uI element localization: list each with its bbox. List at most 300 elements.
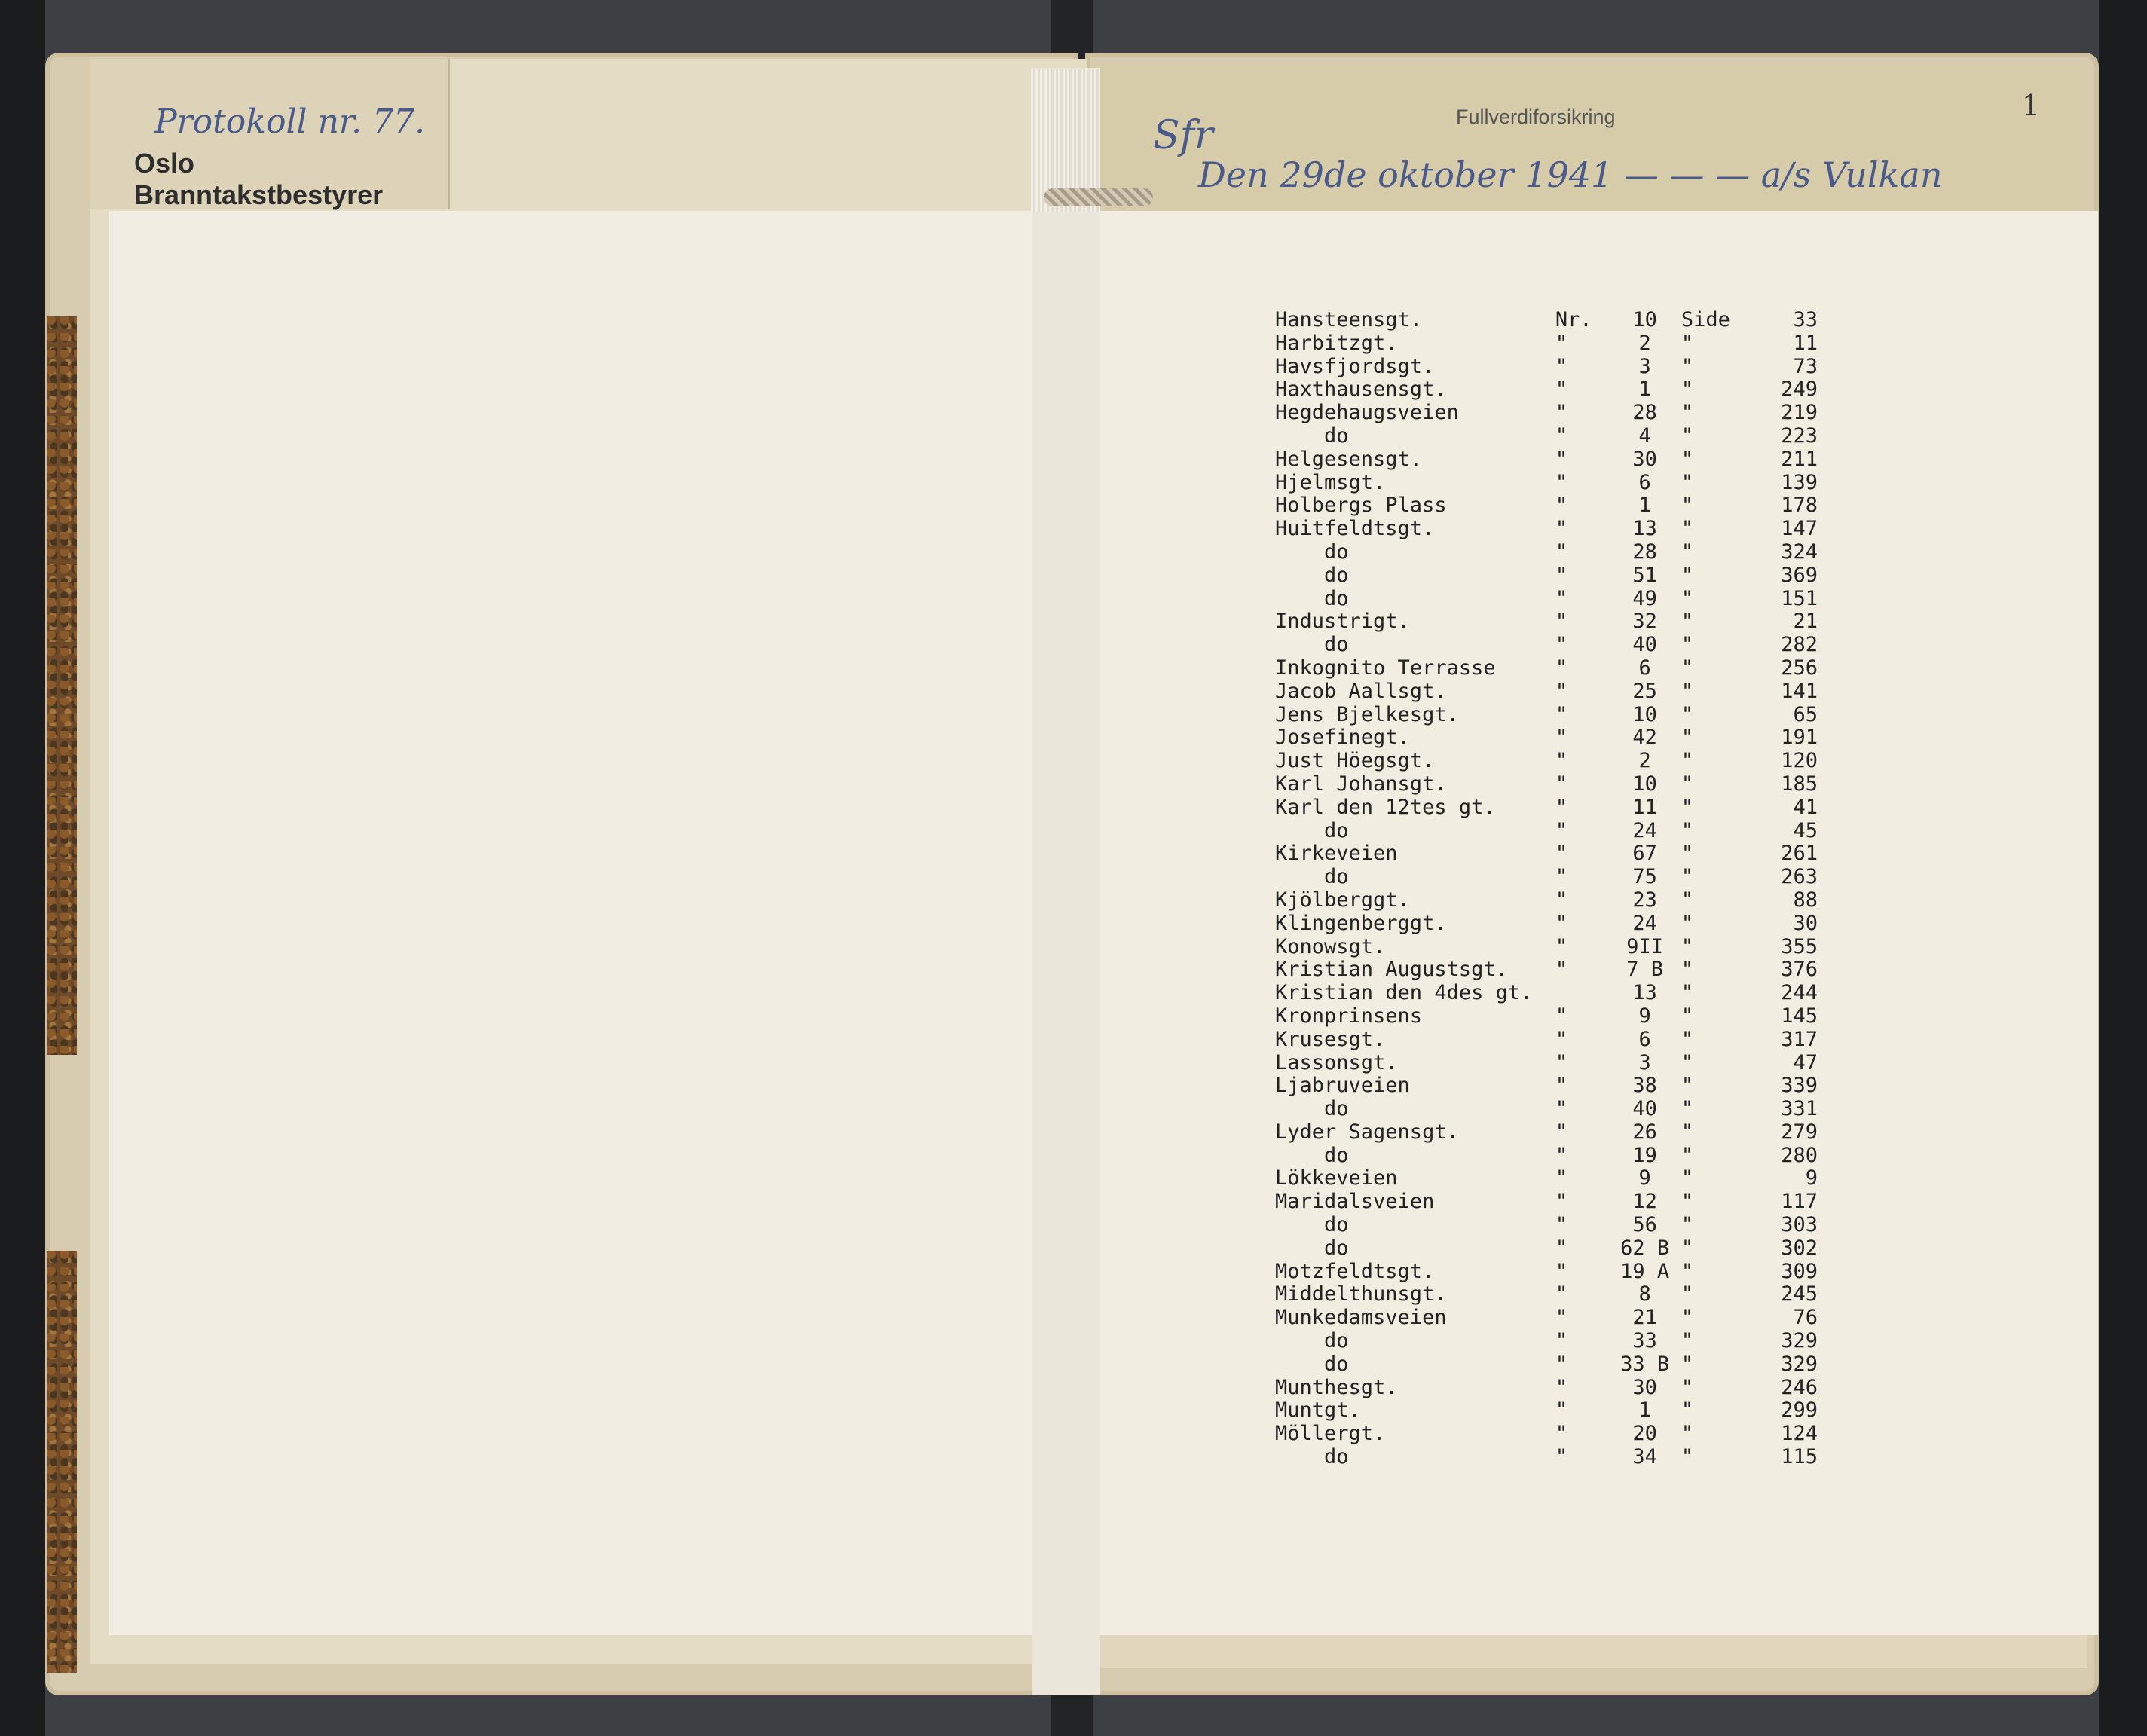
side-cell: ": [1681, 331, 1694, 355]
street-name-cell: Middelthunsgt.: [1275, 1282, 1447, 1307]
table-row: [1275, 541, 1818, 564]
page-cell: 339: [1781, 1074, 1818, 1098]
side-cell: ": [1681, 772, 1694, 796]
nr-cell: ": [1555, 517, 1568, 541]
street-name-cell: Haxthausensgt.: [1275, 377, 1447, 402]
house-number-cell: 3: [1638, 1050, 1651, 1074]
house-number-cell: 9II: [1626, 934, 1664, 958]
street-name-cell: do: [1324, 1352, 1349, 1376]
street-name-cell: Lyder Sagensgt.: [1275, 1120, 1459, 1144]
table-row: [1275, 588, 1818, 611]
street-name-cell: Hegdehaugsveien: [1275, 401, 1459, 425]
page-cell: 317: [1781, 1027, 1818, 1051]
side-cell: ": [1681, 517, 1694, 541]
house-number-cell: 49: [1632, 586, 1657, 610]
table-row: [1275, 1399, 1818, 1423]
table-row: [1275, 1098, 1818, 1121]
page-heading: Fullverdiforsikring: [1456, 105, 1616, 128]
side-cell: ": [1681, 865, 1694, 889]
house-number-cell: 1: [1638, 494, 1651, 518]
page-cell: 261: [1781, 842, 1818, 866]
side-cell: ": [1681, 1074, 1694, 1098]
side-cell: ": [1681, 1282, 1694, 1307]
nr-cell: ": [1555, 377, 1568, 402]
table-row: [1275, 750, 1818, 773]
nr-cell: ": [1555, 1236, 1568, 1260]
table-row: [1275, 1353, 1818, 1377]
side-cell: ": [1681, 656, 1694, 680]
side-cell: ": [1681, 818, 1694, 842]
page-cell: 11: [1793, 331, 1818, 355]
table-row: [1275, 1423, 1818, 1446]
street-name-cell: Josefinegt.: [1275, 726, 1410, 750]
street-name-cell: do: [1324, 1236, 1349, 1260]
side-cell: ": [1681, 1050, 1694, 1074]
table-row: [1275, 726, 1818, 750]
nr-cell: ": [1555, 1259, 1568, 1283]
table-row: [1275, 704, 1818, 727]
page-cell: 191: [1781, 726, 1818, 750]
table-row: [1275, 1446, 1818, 1469]
table-row: [1275, 1283, 1818, 1307]
page-cell: 115: [1781, 1445, 1818, 1469]
table-row: [1275, 472, 1818, 495]
side-cell: ": [1681, 354, 1694, 378]
page-cell: 223: [1781, 423, 1818, 448]
table-row: [1275, 1214, 1818, 1237]
nr-cell: ": [1555, 1004, 1568, 1028]
protocol-number: Protokoll nr. 77.: [154, 102, 426, 141]
street-name-cell: do: [1324, 818, 1349, 842]
street-name-cell: Krusesgt.: [1275, 1027, 1386, 1051]
house-number-cell: 56: [1632, 1213, 1657, 1237]
nr-cell: ": [1555, 1097, 1568, 1121]
nr-cell: ": [1555, 470, 1568, 494]
nr-cell: ": [1555, 865, 1568, 889]
page-cell: 280: [1781, 1143, 1818, 1167]
table-row: [1275, 958, 1818, 982]
street-name-cell: Kristian Augustsgt.: [1275, 958, 1508, 982]
street-name-cell: Karl den 12tes gt.: [1275, 795, 1496, 819]
page-cell: 246: [1781, 1375, 1818, 1399]
street-index-body: [1275, 309, 1818, 1469]
table-row: [1275, 1237, 1818, 1261]
side-cell: ": [1681, 470, 1694, 494]
nr-cell: ": [1555, 1329, 1568, 1353]
table-row: [1275, 378, 1818, 402]
page-cell: 151: [1781, 586, 1818, 610]
table-row: [1275, 402, 1818, 425]
nr-cell: ": [1555, 679, 1568, 703]
house-number-cell: 30: [1632, 1375, 1657, 1399]
nr-cell: ": [1555, 1050, 1568, 1074]
page-cell: 211: [1781, 447, 1818, 471]
side-cell: ": [1681, 1306, 1694, 1330]
house-number-cell: 2: [1638, 331, 1651, 355]
page-cell: 185: [1781, 772, 1818, 796]
table-row: [1275, 1307, 1818, 1330]
side-cell: ": [1681, 1004, 1694, 1028]
nr-cell: ": [1555, 1375, 1568, 1399]
street-name-cell: Havsfjordsgt.: [1275, 354, 1435, 378]
street-name-cell: Karl Johansgt.: [1275, 772, 1447, 796]
page-cell: 73: [1793, 354, 1818, 378]
table-row: [1275, 982, 1818, 1005]
street-name-cell: Munthesgt.: [1275, 1375, 1398, 1399]
page-cell: 47: [1793, 1050, 1818, 1074]
nr-cell: ": [1555, 1143, 1568, 1167]
house-number-cell: 11: [1632, 795, 1657, 819]
street-name-cell: do: [1324, 563, 1349, 587]
house-number-cell: 4: [1638, 423, 1651, 448]
street-name-cell: do: [1324, 633, 1349, 657]
table-row: [1275, 796, 1818, 820]
house-number-cell: 20: [1632, 1422, 1657, 1446]
table-row: [1275, 889, 1818, 912]
table-row: [1275, 1052, 1818, 1075]
street-name-cell: Kjölberggt.: [1275, 888, 1410, 912]
page-cell: 263: [1781, 865, 1818, 889]
house-number-cell: 40: [1632, 1097, 1657, 1121]
page-cell: 21: [1793, 610, 1818, 634]
page-cell: 219: [1781, 401, 1818, 425]
page-cell: 120: [1781, 749, 1818, 773]
page-cell: 41: [1793, 795, 1818, 819]
page-cell: 309: [1781, 1259, 1818, 1283]
street-name-cell: do: [1324, 1213, 1349, 1237]
street-name-cell: Jacob Aallsgt.: [1275, 679, 1447, 703]
street-name-cell: Just Höegsgt.: [1275, 749, 1435, 773]
page-cell: 147: [1781, 517, 1818, 541]
table-row: [1275, 1167, 1818, 1190]
page-cell: 88: [1793, 888, 1818, 912]
nr-cell: ": [1555, 1352, 1568, 1376]
street-name-cell: do: [1324, 1097, 1349, 1121]
page-cell: 282: [1781, 633, 1818, 657]
page-cell: 331: [1781, 1097, 1818, 1121]
house-number-cell: 40: [1632, 633, 1657, 657]
house-number-cell: 28: [1632, 401, 1657, 425]
side-cell: ": [1681, 795, 1694, 819]
side-cell: ": [1681, 911, 1694, 935]
street-name-cell: do: [1324, 586, 1349, 610]
table-row: [1275, 866, 1818, 889]
street-name-cell: Munkedamsveien: [1275, 1306, 1447, 1330]
house-number-cell: 6: [1638, 470, 1651, 494]
nr-cell: ": [1555, 354, 1568, 378]
side-cell: ": [1681, 447, 1694, 471]
street-name-cell: do: [1324, 865, 1349, 889]
page-cell: 45: [1793, 818, 1818, 842]
house-number-cell: 13: [1632, 981, 1657, 1005]
backdrop-right: [2099, 0, 2147, 1736]
side-cell: ": [1681, 1329, 1694, 1353]
house-number-cell: 24: [1632, 911, 1657, 935]
house-number-cell: 32: [1632, 610, 1657, 634]
table-row: [1275, 820, 1818, 843]
page-cell: 141: [1781, 679, 1818, 703]
nr-cell: ": [1555, 772, 1568, 796]
nr-cell: ": [1555, 842, 1568, 866]
house-number-cell: 13: [1632, 517, 1657, 541]
table-row: [1275, 425, 1818, 448]
house-number-cell: 1: [1638, 377, 1651, 402]
page-cell: 178: [1781, 494, 1818, 518]
nr-cell: ": [1555, 1027, 1568, 1051]
house-number-cell: 25: [1632, 679, 1657, 703]
nr-cell: ": [1555, 1445, 1568, 1469]
side-cell: ": [1681, 1352, 1694, 1376]
street-name-cell: Helgesensgt.: [1275, 447, 1423, 471]
nr-cell: Nr.: [1555, 308, 1592, 332]
backdrop-left: [0, 0, 45, 1736]
side-cell: ": [1681, 586, 1694, 610]
page-cell: 65: [1793, 702, 1818, 726]
nr-cell: [1555, 982, 1609, 1005]
table-row: [1275, 494, 1818, 518]
nr-cell: ": [1555, 656, 1568, 680]
side-cell: ": [1681, 1120, 1694, 1144]
nr-cell: ": [1555, 1074, 1568, 1098]
house-number-cell: 1: [1638, 1398, 1651, 1423]
handwritten-date: Den 29de oktober 1941 — — — a/s Vulkan: [1198, 154, 1943, 195]
side-cell: Side: [1681, 308, 1730, 332]
page-cell: 124: [1781, 1422, 1818, 1446]
nr-cell: ": [1555, 494, 1568, 518]
side-cell: ": [1681, 633, 1694, 657]
page-cell: 376: [1781, 958, 1818, 982]
table-row: [1275, 773, 1818, 796]
street-name-cell: Kronprinsens: [1275, 1004, 1423, 1028]
house-number-cell: 30: [1632, 447, 1657, 471]
table-row: [1275, 1005, 1818, 1028]
page-cell: 9: [1805, 1166, 1818, 1190]
nr-cell: ": [1555, 726, 1568, 750]
nr-cell: ": [1555, 401, 1568, 425]
table-row: [1275, 936, 1818, 959]
table-row: [1275, 1121, 1818, 1145]
street-name-cell: Konowsgt.: [1275, 934, 1386, 958]
side-cell: ": [1681, 1236, 1694, 1260]
page-cell: 245: [1781, 1282, 1818, 1307]
table-row: [1275, 1028, 1818, 1052]
house-number-cell: 10: [1632, 702, 1657, 726]
table-row: [1275, 634, 1818, 657]
binding-string: [1044, 188, 1153, 206]
nr-cell: ": [1555, 633, 1568, 657]
nr-cell: ": [1555, 702, 1568, 726]
nr-cell: ": [1555, 1306, 1568, 1330]
house-number-cell: 10: [1632, 772, 1657, 796]
table-row: [1275, 842, 1818, 866]
nr-cell: ": [1555, 911, 1568, 935]
nr-cell: ": [1555, 888, 1568, 912]
table-row: [1275, 610, 1818, 634]
street-name-cell: Holbergs Plass: [1275, 494, 1447, 518]
page-cell: 302: [1781, 1236, 1818, 1260]
street-name-cell: Kristian den 4des gt.: [1275, 981, 1533, 1005]
street-name-cell: Hjelmsgt.: [1275, 470, 1386, 494]
street-name-cell: Kirkeveien: [1275, 842, 1398, 866]
nr-cell: ": [1555, 818, 1568, 842]
page-cell: 76: [1793, 1306, 1818, 1330]
house-number-cell: 7 B: [1626, 958, 1664, 982]
page-cell: 279: [1781, 1120, 1818, 1144]
left-inserted-sheet: [109, 211, 1081, 1635]
side-cell: ": [1681, 610, 1694, 634]
street-name-cell: do: [1324, 539, 1349, 564]
side-cell: ": [1681, 934, 1694, 958]
side-cell: ": [1681, 563, 1694, 587]
nr-cell: ": [1555, 749, 1568, 773]
street-name-cell: Harbitzgt.: [1275, 331, 1398, 355]
page-cell: 329: [1781, 1352, 1818, 1376]
nr-cell: ": [1555, 1282, 1568, 1307]
house-number-cell: 9: [1638, 1166, 1651, 1190]
table-row: [1275, 1330, 1818, 1353]
house-number-cell: 34: [1632, 1445, 1657, 1469]
house-number-cell: 6: [1638, 1027, 1651, 1051]
nr-cell: ": [1555, 331, 1568, 355]
side-cell: ": [1681, 1375, 1694, 1399]
marbled-edge-left-lower: [47, 1251, 77, 1673]
side-cell: ": [1681, 842, 1694, 866]
house-number-cell: 28: [1632, 539, 1657, 564]
street-name-cell: Ljabruveien: [1275, 1074, 1410, 1098]
street-name-cell: do: [1324, 423, 1349, 448]
street-name-cell: Maridalsveien: [1275, 1190, 1435, 1214]
page-cell: 303: [1781, 1213, 1818, 1237]
house-number-cell: 3: [1638, 354, 1651, 378]
table-row: [1275, 680, 1818, 704]
page-cell: 145: [1781, 1004, 1818, 1028]
side-cell: ": [1681, 377, 1694, 402]
page-cell: 139: [1781, 470, 1818, 494]
nr-cell: ": [1555, 1120, 1568, 1144]
side-cell: ": [1681, 888, 1694, 912]
side-cell: ": [1681, 981, 1694, 1005]
table-row: [1275, 332, 1818, 356]
house-number-cell: 8: [1638, 1282, 1651, 1307]
side-cell: ": [1681, 539, 1694, 564]
table-row: [1275, 912, 1818, 936]
page-cell: 244: [1781, 981, 1818, 1005]
table-row: [1275, 1377, 1818, 1400]
table-row: [1275, 1261, 1818, 1284]
side-cell: ": [1681, 1097, 1694, 1121]
nr-cell: ": [1555, 610, 1568, 634]
nr-cell: ": [1555, 423, 1568, 448]
table-row: [1275, 564, 1818, 588]
side-cell: ": [1681, 958, 1694, 982]
side-cell: ": [1681, 1027, 1694, 1051]
house-number-cell: 51: [1632, 563, 1657, 587]
nr-cell: ": [1555, 447, 1568, 471]
side-cell: ": [1681, 726, 1694, 750]
page-cell: 369: [1781, 563, 1818, 587]
page-cell: 33: [1793, 308, 1818, 332]
street-name-cell: Lökkeveien: [1275, 1166, 1398, 1190]
nr-cell: ": [1555, 1422, 1568, 1446]
side-cell: ": [1681, 1190, 1694, 1214]
street-name-cell: Klingenberggt.: [1275, 911, 1447, 935]
street-name-cell: do: [1324, 1143, 1349, 1167]
side-cell: ": [1681, 401, 1694, 425]
table-row: [1275, 356, 1818, 379]
street-name-cell: Industrigt.: [1275, 610, 1410, 634]
page-cell: 299: [1781, 1398, 1818, 1423]
cover-label: [90, 59, 450, 209]
page-cell: 249: [1781, 377, 1818, 402]
table-row: [1275, 1074, 1818, 1098]
house-number-cell: 67: [1632, 842, 1657, 866]
house-number-cell: 10: [1632, 308, 1657, 332]
nr-cell: ": [1555, 1213, 1568, 1237]
page-cell: 355: [1781, 934, 1818, 958]
street-name-cell: Motzfeldtsgt.: [1275, 1259, 1435, 1283]
side-cell: ": [1681, 1143, 1694, 1167]
street-name-cell: Möllergt.: [1275, 1422, 1386, 1446]
nr-cell: ": [1555, 563, 1568, 587]
side-cell: ": [1681, 749, 1694, 773]
street-name-cell: do: [1324, 1445, 1349, 1469]
page-number: 1: [2022, 89, 2041, 122]
side-cell: ": [1681, 1445, 1694, 1469]
marbled-edge-left: [47, 316, 77, 1055]
house-number-cell: 24: [1632, 818, 1657, 842]
house-number-cell: 9: [1638, 1004, 1651, 1028]
side-cell: ": [1681, 423, 1694, 448]
page-cell: 117: [1781, 1190, 1818, 1214]
street-name-cell: Jens Bjelkesgt.: [1275, 702, 1459, 726]
table-row: [1275, 1190, 1818, 1214]
side-cell: ": [1681, 702, 1694, 726]
house-number-cell: 33 B: [1620, 1352, 1670, 1376]
house-number-cell: 62 B: [1620, 1236, 1670, 1260]
page-cell: 329: [1781, 1329, 1818, 1353]
street-name-cell: Huitfeldtsgt.: [1275, 517, 1435, 541]
street-name-cell: do: [1324, 1329, 1349, 1353]
book-spine: [1032, 68, 1100, 1695]
side-cell: ": [1681, 1259, 1694, 1283]
table-row: [1275, 309, 1818, 332]
nr-cell: ": [1555, 539, 1568, 564]
house-number-cell: 33: [1632, 1329, 1657, 1353]
street-name-cell: Lassonsgt.: [1275, 1050, 1398, 1074]
side-cell: ": [1681, 679, 1694, 703]
street-index-table: [1275, 309, 1818, 1469]
street-name-cell: Hansteensgt.: [1275, 308, 1423, 332]
page-cell: 30: [1793, 911, 1818, 935]
page-cell: 256: [1781, 656, 1818, 680]
house-number-cell: 2: [1638, 749, 1651, 773]
table-row: [1275, 448, 1818, 472]
nr-cell: ": [1555, 1190, 1568, 1214]
nr-cell: ": [1555, 1398, 1568, 1423]
side-cell: ": [1681, 1213, 1694, 1237]
house-number-cell: 19: [1632, 1143, 1657, 1167]
street-name-cell: Inkognito Terrasse: [1275, 656, 1496, 680]
nr-cell: ": [1555, 795, 1568, 819]
street-name-cell: Muntgt.: [1275, 1398, 1361, 1423]
handwritten-initials: Sfr: [1153, 113, 1213, 158]
table-row: [1275, 657, 1818, 680]
institution-name: Oslo Branntakstbestyrer: [134, 148, 384, 210]
nr-cell: ": [1555, 1166, 1568, 1190]
house-number-cell: 19 A: [1620, 1259, 1670, 1283]
side-cell: ": [1681, 1398, 1694, 1423]
side-cell: ": [1681, 494, 1694, 518]
